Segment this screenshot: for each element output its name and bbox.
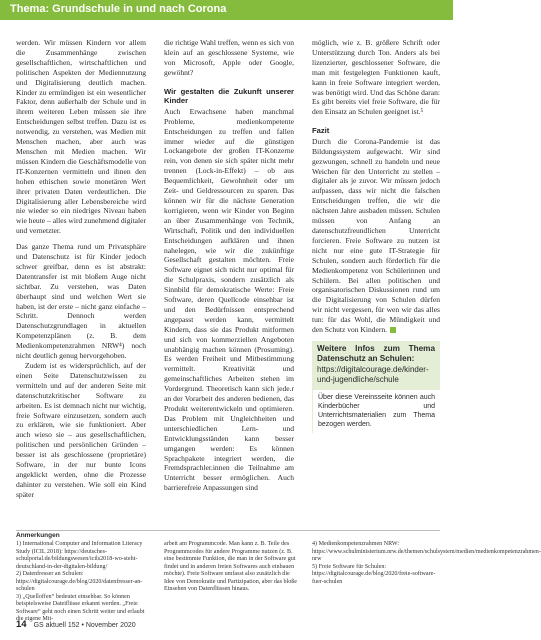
issue-info: GS aktuell 152 • November 2020 [33, 622, 136, 629]
info-box-link[interactable]: https://digitalcourage.de/kinder-und-jugendliche/schule [317, 364, 429, 385]
footnote: 5) Freie Software für Schulen: https://digitalcourage.de/blog/2020/freie-software-fuer-schulen [312, 563, 436, 585]
subheading-fazit: Fazit [312, 126, 330, 136]
text-column-1 [16, 38, 146, 528]
footnote: 2) Datenfresser an Schulen: https://digitalcourage.de/blog/2020/datenfresser-an-schulen [16, 571, 143, 592]
page-footer [16, 619, 136, 630]
page-number: 14 [16, 619, 27, 630]
footnote: 4) Medienkompetenzrahmen NRW: https://www.schulministerium.nrw.de/themen/schulsystem/medien/medienkompetenzrahmen-nrw [312, 541, 541, 562]
paragraph: Das ganze Thema rund um Privatsphäre und Datenschutz ist für Kinder jedoch schwer greifbar, denn es ist abstrakt: Datentransfer ist mit bloßem Auge nicht sichtbar. Zu verstehen, was Daten überhaupt sind und welchen Wert sie haben, ist der erste – nicht ganz einfache – Schritt. Dennoch werden Datenschutzgrundlagen in aktuellen Kompetenzplänen (z. B. dem Medienkompetenzrahmen NRW⁴) noch nicht deutlich genug hervorgehoben. [16, 242, 146, 361]
info-box [312, 341, 440, 433]
footnote-divider [16, 530, 440, 531]
footnote: 1) International Computer and Information Literacy Study (ICIL 2018): https://deutsches-schulportal.de/bildungswesen/icils2018-wo-steht-deutschland-in-der-digitalen-bildung/ [16, 541, 143, 570]
info-box-header [312, 341, 440, 390]
footnotes-column-1 [16, 541, 150, 624]
footnotes-heading: Anmerkungen [16, 532, 60, 539]
info-box-text: Über diese Vereinsseite können auch Kinderbücher und Unterrichtsmaterialien zum Thema bezogen werden. [312, 390, 440, 433]
info-box-title: Weitere Infos zum Thema Datenschutz an Schulen: [317, 343, 435, 364]
paragraph-text: Durch die Corona-Pandemie ist das Bildungssystem aufgewacht. Wir sind gezwungen, schnell zu handeln und neue Weichen für den Unterricht zu stellen – digitaler als je zuvor. Wir müssen jedoch aufpassen, dass wir nicht die falschen Entscheidungen treffen, die wir die nächsten Jahre ausbaden müssen. Schulen müssen von Anfang an datenschutzfreundlichen Unterricht forcieren. Freie Software zu nutzen ist nicht nur eine gute IT-Strategie für Schulen, sondern auch förderlich für die Medienkompetenz von Schülerinnen und Schülern. Bei allen politischen und organisatorischen Diskussionen rund um die Digitalisierung von Schulen dürfen wir nicht vergessen, für wen wir das alles tun: für das Wohl, die Mündigkeit und den Schutz von Kindern. [312, 136, 440, 335]
paragraph: möglich, wie z. B. größere Schrift oder Unterstützung durch Ton. Anders als bei lizenzierter, geschlossener Software, die man mit festgelegten Funktionen kauft, kann in freie Software integriert werden, was benötigt wird. Und das Schöne daran: Es gibt bereits viel freie Software, die für den Einsatz an Schulen geeignet ist.⁵ [312, 38, 440, 117]
end-square-icon [390, 327, 396, 333]
text-column-3 [312, 38, 440, 528]
subheading: Wir gestalten die Zukunft unserer Kinder [164, 86, 294, 106]
section-header-bar [0, 0, 453, 20]
section-title: Thema: Grundschule in und nach Corona [10, 3, 227, 15]
paragraph: die richtige Wahl treffen, wenn es sich von klein auf an geschlossene Systeme, wie von Microsoft, Apple oder Google, gewöhnt? [164, 38, 294, 77]
paragraph: Zudem ist es widersprüchlich, auf der einen Seite Datenschutzwissen zu vermitteln und auf der anderen Seite mit datenschutzkritischer Software zu arbeiten. Es ist demnach nicht nur wichtig, freie Software einzusetzen, sondern auch zu erklären, wie sie funktioniert. Aber auch wieso sie – aus gesellschaftlichen, politischen und persönlichen Gründen – besser ist als geschlossene (proprietäre) Software, in der nur bunte Icons angeklickt werden, ohne die Prozesse dahinter zu verstehen. Wie soll ein Kind später [16, 361, 146, 499]
footnote: 3) „Quelloffen“ bedeutet einsehbar. So können beispielsweise Dateiflüsse erkannt werden. „Freie Software“ geht noch einen Schritt weiter und erlaubt die eigene Mit- [16, 593, 145, 622]
footnotes-column-3 [312, 541, 541, 586]
paragraph [312, 137, 440, 335]
paragraph: werden. Wir müssen Kindern vor allem die Zusammenhänge zwischen gesellschaftlichen, wirtschaftlichen und politischen Aspekten der Mediennutzung und Digitalisierung deutlich machen. Kinder zu ermündigen ist ein wesentlicher Faktor, denn außerhalb der Schule und in ihrem weiteren Leben müssen sie ihre Entscheidungen selbst treffen. Dazu ist es notwendig, zu verstehen, was Medien mit Menschen machen, aber auch was Menschen mit Medien machen. Wir müssen Kindern die Geschäftsmodelle von IT-Konzernen vermitteln und ihnen den hohen ethischen sowie monetären Wert ihrer privaten Daten verdeutlichen. Die Digitalisierung aller Lebensbereiche wird nie wieder so ein niedriges Niveau haben wie heute – alles wird zunehmend digitaler und vernetzter. [16, 38, 146, 236]
text-column-2 [164, 38, 294, 528]
footnotes-column-2 [164, 541, 298, 594]
footnote: arbeit am Programmcode. Man kann z. B. Teile des Programmcodes für andere Programme nutzen (z. B. eine bestimmte Funktion, die man in der Software gut findet und in anderen freien Softwares auch einbauen möchte). Freie Software umfasst also zusätzlich die Idee von Demokratie und Partizipation, aber das bloße Einsehen von Datenflüssen hinaus. [164, 541, 298, 592]
paragraph: Auch Erwachsene haben manchmal Probleme, medienkompetente Entscheidungen zu treffen und fallen immer wieder auf die günstigen Lockangebote der großen IT-Konzerne rein, von denen sie sich später nicht mehr trennen (Lock-in-Effekt) – ob aus Bequemlichkeit, Gewohnheit oder um Zeit- und Geldressourcen zu sparen. Das können wir für die nächste Generation korrigieren, wenn wir Kinder von Beginn an über Zusammenhänge von Technik, Wirtschaft, Politik und den individuellen Entscheidungen aufklären und ihnen nahelegen, wie wir die zukünftige Gesellschaft gestalten möchten. Freie Software eignet sich nicht nur optimal für die Schulpraxis, sondern zusätzlich als Sinnbild für demokratische Werte: Freie Software, deren Quellcode einsehbar ist und den Bedürfnissen entsprechend angepasst werden kann, vermittelt Kindern, dass sie das Produkt mitformen und sich von kommerziellen Angeboten unabhängig machen können (Prosuming). Es werden Freiheit und Mitbestimmung vermittelt. Kreativität und gemeinschaftliches Arbeiten stehen im Vordergrund. Theoretisch kann sich jede.r an der Vorarbeit des anderen bedienen, das Produkt weiterentwickeln und optimieren. Das Problem mit Ungleichheiten und unterschiedlichen Lern- und Entwicklungsständen kann besser umgangen werden: Es können Sprachpakete integriert werden, die Fremdsprachler.innen die Teilnahme am Unterricht besser ermöglichen. Auch barrierefreie Anpassungen sind [164, 106, 294, 493]
